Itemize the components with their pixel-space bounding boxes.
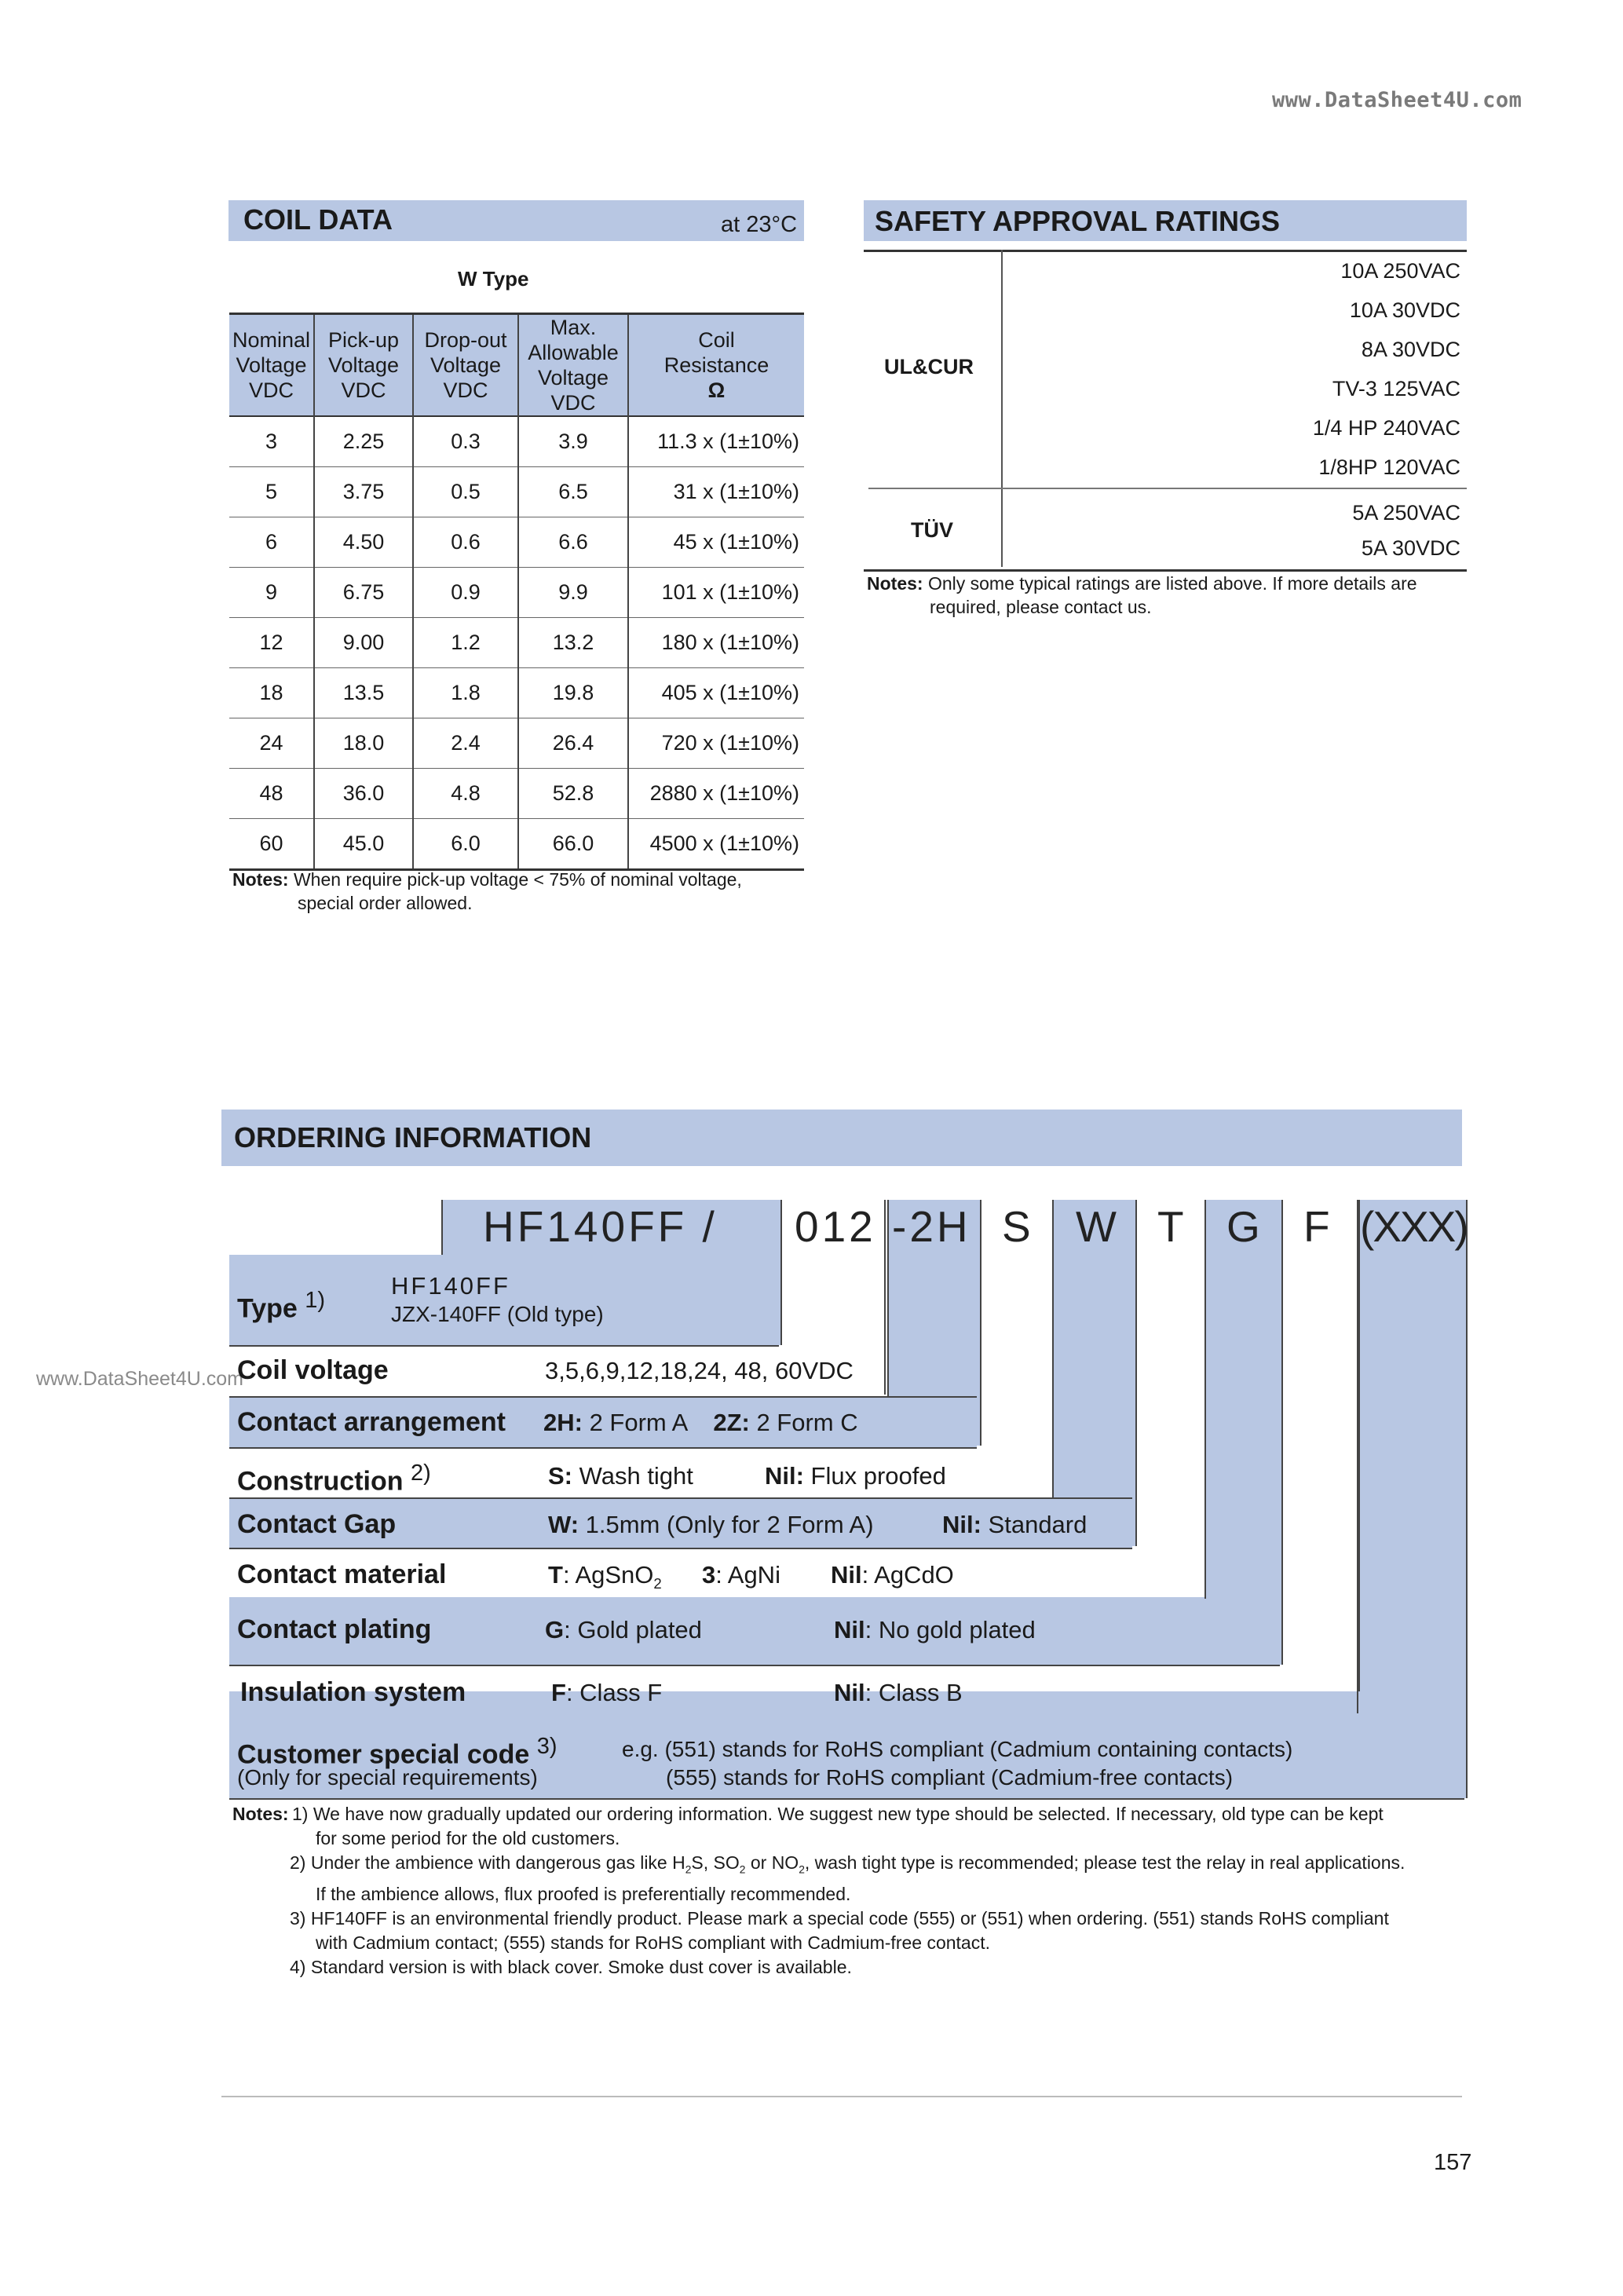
coil-table-cell: 18	[229, 668, 314, 718]
coil-table-cell: 4.8	[413, 769, 518, 819]
coil-table-cell: 48	[229, 769, 314, 819]
safety-notes: Notes: Only some typical ratings are listed above. If more details are required, please contact us.	[867, 573, 1417, 617]
code-part-gap: W	[1076, 1202, 1117, 1251]
coil-header-max-voltage: Max. Allowable Voltage VDC	[518, 314, 628, 417]
code-part-insulation: F	[1303, 1202, 1330, 1251]
code-part-special: (XXX)	[1360, 1202, 1468, 1251]
construction-value-2: Nil: Flux proofed	[765, 1462, 946, 1490]
code-column-f	[1280, 1200, 1358, 1713]
coil-table-cell: 720 x (1±10%)	[628, 718, 804, 769]
code-part-coil: 012	[795, 1202, 876, 1251]
coil-table-cell: 13.5	[314, 668, 413, 718]
coil-table-cell: 45 x (1±10%)	[628, 517, 804, 568]
safety-title: SAFETY APPROVAL RATINGS	[875, 205, 1281, 237]
coil-table-cell: 11.3 x (1±10%)	[628, 416, 804, 467]
coil-table-header-row	[229, 314, 804, 417]
contact-gap-value-2: Nil: Standard	[942, 1511, 1087, 1538]
coil-table-row	[229, 819, 804, 870]
coil-table-cell: 405 x (1±10%)	[628, 668, 804, 718]
coil-header-dropout: Drop-out Voltage VDC	[413, 314, 518, 417]
special-code-example-1: e.g. (551) stands for RoHS compliant (Cadmium containing contacts)	[622, 1737, 1293, 1761]
coil-table-cell: 6.0	[413, 819, 518, 870]
coil-table-row	[229, 517, 804, 568]
coil-data-table	[229, 313, 804, 871]
type-value-1: HF140FF	[391, 1272, 510, 1300]
coil-table-cell: 12	[229, 618, 314, 668]
coil-table-cell: 36.0	[314, 769, 413, 819]
special-code-example-2: (555) stands for RoHS compliant (Cadmium-free contacts)	[666, 1765, 1234, 1790]
contact-arrangement-value: 2H: 2 Form A 2Z: 2 Form C	[543, 1409, 858, 1436]
coil-table-cell: 60	[229, 819, 314, 870]
contact-arrangement-label: Contact arrangement	[237, 1407, 506, 1437]
coil-notes: Notes: When require pick-up voltage < 75% of nominal voltage, special order allowed.	[232, 869, 742, 913]
coil-table-cell: 2880 x (1±10%)	[628, 769, 804, 819]
coil-table-cell: 26.4	[518, 718, 628, 769]
code-part-plating: G	[1226, 1202, 1260, 1251]
special-code-note: (Only for special requirements)	[237, 1765, 538, 1790]
code-part-construction: S	[1002, 1202, 1031, 1251]
coil-table-cell: 3.75	[314, 467, 413, 517]
insulation-label: Insulation system	[240, 1677, 466, 1707]
coil-table-cell: 24	[229, 718, 314, 769]
safety-ul-rating: 10A 250VAC	[1340, 259, 1460, 283]
code-column-w	[1052, 1200, 1137, 1546]
coil-table-row	[229, 467, 804, 517]
coil-data-type-label: W Type	[458, 267, 529, 291]
safety-ul-rating: TV-3 125VAC	[1332, 377, 1460, 400]
coil-table-cell: 19.8	[518, 668, 628, 718]
ordering-notes: Notes: 1) We have now gradually updated our ordering information. We suggest new type should be selected. If necessary, old type can be kept for some period for the old customers. 2) Under the ambience with dangerous gas like $H_2S$, $SO_2$ or $NO_2$, wash tight type is recommended; please test the relay in real applications. If the ambience allows, flux proofed is preferentially recommended. 3) HF140FF is an environmental friendly product. Please mark a special code (555) or (551) when ordering. (551) stands RoHS compliant with Cadmium contact; (555) stands for RoHS compliant with Cadmium-free contact. 4) Standard version is with black cover. Smoke dust cover is available.	[232, 1804, 1406, 1977]
coil-table-cell: 13.2	[518, 618, 628, 668]
contact-plating-value-1: G: Gold plated	[545, 1616, 702, 1643]
contact-plating-label: Contact plating	[237, 1614, 432, 1644]
contact-material-label: Contact material	[237, 1559, 447, 1589]
coil-table-cell: 0.3	[413, 416, 518, 467]
coil-table-cell: 18.0	[314, 718, 413, 769]
coil-data-temperature: at 23°C	[721, 212, 798, 237]
coil-table-row	[229, 668, 804, 718]
contact-gap-label: Contact Gap	[237, 1509, 397, 1539]
coil-table-cell: 1.2	[413, 618, 518, 668]
contact-plating-value-2: Nil: No gold plated	[834, 1616, 1036, 1643]
coil-table-cell: 3.9	[518, 416, 628, 467]
contact-material-value-3: Nil: AgCdO	[831, 1561, 954, 1589]
safety-divider-horizontal	[868, 488, 1467, 489]
coil-table-cell: 6.5	[518, 467, 628, 517]
coil-header-resistance: Coil Resistance Ω	[628, 314, 804, 417]
coil-table-cell: 2.25	[314, 416, 413, 467]
coil-table-cell: 0.5	[413, 467, 518, 517]
safety-ul-rating: 1/8HP 120VAC	[1318, 455, 1460, 479]
construction-value-1: S: Wash tight	[548, 1462, 693, 1490]
safety-ul-rating: 10A 30VDC	[1349, 298, 1460, 322]
coil-table-cell: 3	[229, 416, 314, 467]
type-value-2: JZX-140FF (Old type)	[391, 1302, 604, 1326]
coil-table-cell: 6	[229, 517, 314, 568]
coil-table-row	[229, 618, 804, 668]
safety-tuv-rating: 5A 30VDC	[1361, 536, 1460, 560]
coil-table-cell: 31 x (1±10%)	[628, 467, 804, 517]
coil-table-cell: 9.9	[518, 568, 628, 618]
coil-data-title: COIL DATA	[243, 203, 393, 236]
coil-header-pickup: Pick-up Voltage VDC	[314, 314, 413, 417]
safety-tuv-label: TÜV	[911, 518, 953, 542]
coil-table-cell: 4.50	[314, 517, 413, 568]
watermark-top: www.DataSheet4U.com	[1272, 88, 1522, 112]
code-part-arrangement: -2H	[892, 1202, 971, 1251]
contact-material-value-1: T: AgSnO$_2$	[548, 1561, 662, 1592]
special-code-label: Customer special code $^{3)}$	[237, 1734, 557, 1770]
coil-table-cell: 2.4	[413, 718, 518, 769]
coil-table-cell: 9.00	[314, 618, 413, 668]
code-part-material: T	[1157, 1202, 1184, 1251]
coil-table-cell: 180 x (1±10%)	[628, 618, 804, 668]
coil-table-cell: 45.0	[314, 819, 413, 870]
ordering-title: ORDERING INFORMATION	[234, 1121, 592, 1153]
type-label: Type $^{1)}$	[237, 1288, 326, 1324]
coil-table-cell: 0.6	[413, 517, 518, 568]
coil-table-cell: 52.8	[518, 769, 628, 819]
coil-table-row	[229, 769, 804, 819]
code-column-t	[1134, 1200, 1206, 1599]
coil-table-cell: 6.6	[518, 517, 628, 568]
contact-material-value-2: 3: AgNi	[702, 1561, 780, 1589]
coil-table-cell: 1.8	[413, 668, 518, 718]
contact-gap-value-1: W: 1.5mm (Only for 2 Form A)	[548, 1511, 874, 1538]
coil-table-cell: 4500 x (1±10%)	[628, 819, 804, 870]
coil-voltage-label: Coil voltage	[237, 1355, 389, 1385]
page-number: 157	[1434, 2150, 1472, 2175]
coil-table-row	[229, 416, 804, 467]
code-part-model: HF140FF /	[483, 1202, 718, 1251]
coil-header-nominal: Nominal Voltage VDC	[229, 314, 314, 417]
coil-table-cell: 66.0	[518, 819, 628, 870]
footer-divider	[221, 2096, 1462, 2097]
coil-table-row	[229, 568, 804, 618]
safety-ul-label: UL&CUR	[884, 355, 974, 378]
watermark-mid: www.DataSheet4U.com	[36, 1368, 244, 1390]
safety-tuv-rating: 5A 250VAC	[1352, 501, 1460, 525]
safety-divider-vertical	[1001, 250, 1003, 567]
insulation-value-2: Nil: Class B	[834, 1679, 963, 1706]
code-column-g	[1204, 1200, 1283, 1665]
coil-table-cell: 101 x (1±10%)	[628, 568, 804, 618]
construction-label: Construction $^{2)}$	[237, 1461, 431, 1497]
safety-ul-rating: 1/4 HP 240VAC	[1312, 416, 1460, 440]
coil-voltage-value: 3,5,6,9,12,18,24, 48, 60VDC	[545, 1357, 854, 1384]
safety-ul-rating: 8A 30VDC	[1361, 338, 1460, 361]
coil-table-cell: 9	[229, 568, 314, 618]
insulation-value-1: F: Class F	[551, 1679, 663, 1706]
coil-table-cell: 6.75	[314, 568, 413, 618]
coil-table-row	[229, 718, 804, 769]
coil-table-cell: 5	[229, 467, 314, 517]
coil-table-cell: 0.9	[413, 568, 518, 618]
